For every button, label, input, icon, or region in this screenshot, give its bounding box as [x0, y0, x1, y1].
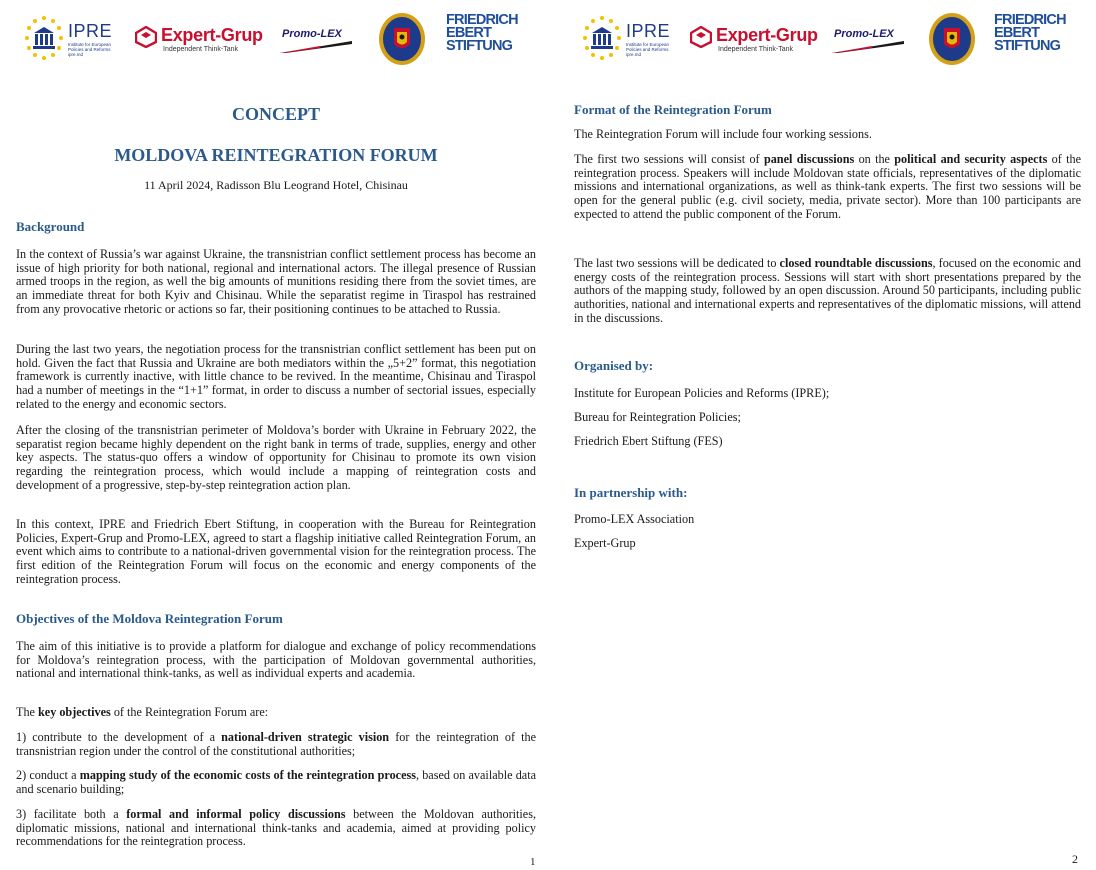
ipre-name: IPRE: [68, 21, 113, 41]
key-objectives-pre: The: [16, 705, 38, 719]
promo-lex-swoosh-icon: [280, 41, 352, 53]
fes-line-2: EBERT: [994, 25, 1040, 41]
partner-1: Promo-LEX Association: [574, 512, 695, 526]
background-paragraph-2: During the last two years, the negotiation process for the transnistrian conflict settlement has been put on hold. Given the fact that Russia and Ukraine are both mediators within the „5+2” format, this negotiation framework is currently inactive, with little chance to be revived. In the meantime, Chisinau and Tiraspol had a number of meetings in the “1+1” format, in order to discuss a number of sectorial issues, especially related to the energy and economic sectors.: [16, 342, 536, 411]
promo-lex-name: Promo-LEX: [282, 28, 342, 40]
expert-grup-subtitle: Independent Think-Tank: [718, 46, 793, 53]
ipre-name: IPRE: [626, 21, 671, 41]
organiser-1: Institute for European Policies and Reforms (IPRE);: [574, 386, 830, 400]
background-paragraph-1: In the context of Russia’s war against Ukraine, the transnistrian conflict settlement process has become an issue of high priority for both national, regional and international actors. The illegal presence of Russian armed troops in the region, as well the big amounts of munitions residing there from the soviet times, are an immediate threat for both Kyiv and Chisinau. While the separatist regime in Tiraspol has restrained from any provocative rhetoric or actions so far, their positioning continues to be attached to Russia.: [16, 247, 536, 316]
objective-1: [16, 731, 536, 758]
background-paragraph-4: In this context, IPRE and Friedrich Ebert Stiftung, in cooperation with the Bureau for Reintegration Policies, Expert-Grup and Promo-LEX, agreed to start a flagship initiative called Reintegration Forum, an event which aims to contribute to a national-driven governmental vision for the reintegration process. The first edition of the Reintegration Forum will focus on the economic and energy components of the reintegration process.: [16, 517, 536, 586]
objective-2: [16, 769, 536, 796]
format-p3-c: , focused on the economic and energy costs of the reintegration process. Sessions will start with short presentations prepared by the authors of the mapping study, followed by an open discussion. Around 50 participants, including public authorities, national and international experts and representatives of the diplomatic missions, will attend in the discussions.: [574, 256, 1082, 325]
objective-2-pre: 2) conduct a: [16, 768, 80, 782]
objective-2-bold: mapping study of the economic costs of the reintegration process: [79, 768, 416, 782]
ipre-subtitle: Institute for European Policies and Reforms ipre.md: [68, 42, 112, 57]
concept-title: CONCEPT: [231, 104, 320, 124]
objective-3-bold: formal and informal policy discussions: [126, 807, 346, 821]
objective-1-bold: national-driven strategic vision: [221, 730, 390, 744]
forum-title: MOLDOVA REINTEGRATION FORUM: [114, 145, 438, 165]
expert-grup-name: Expert-Grup: [716, 25, 818, 45]
organised-heading: Organised by:: [574, 358, 654, 373]
page-2: [558, 0, 1096, 870]
background-heading: Background: [16, 219, 85, 234]
moldova-seal-icon: [378, 12, 426, 66]
expert-grup-mark-icon: [690, 26, 712, 48]
page-number-2: 2: [1072, 852, 1078, 866]
fes-line-1: FRIEDRICH: [994, 12, 1066, 28]
ipre-emblem-icon: [22, 14, 66, 62]
fes-line-3: STIFTUNG: [994, 38, 1061, 54]
ipre-logo: [580, 12, 680, 68]
format-p3-bold: closed roundtable discussions: [779, 256, 933, 270]
format-p2-bold-1: panel discussions: [763, 152, 855, 166]
format-p2-d: of the reintegration process. Speakers will include Moldovan state officials, representatives of the diplomatic missions and international organizations, as well as think-tank experts. The first two sessions will be open for the general public (e.g. civil society, media, private sector). More than 100 participants are expected to attend the public component of the Forum.: [574, 152, 1082, 221]
format-p2-bold-2: political and security aspects: [894, 152, 1048, 166]
partnership-heading: In partnership with:: [574, 485, 688, 500]
page-number-1: 1: [530, 856, 536, 868]
fes-line-3: STIFTUNG: [446, 38, 513, 54]
objective-3-post: between the Moldovan authorities, diplomatic missions, national and international think-tanks and academia, aimed at providing policy recommendations for the reintegration process.: [16, 807, 537, 849]
key-objectives-post: of the Reintegration Forum are:: [110, 705, 269, 719]
format-p2-c: on the: [854, 152, 895, 166]
format-p3-a: The last two sessions will be dedicated to: [574, 256, 780, 270]
format-paragraph-2: [574, 153, 1081, 222]
organiser-2: Bureau for Reintegration Policies;: [574, 410, 741, 424]
promo-lex-name: Promo-LEX: [834, 28, 894, 40]
expert-grup-name: Expert-Grup: [161, 25, 263, 45]
format-paragraph-1: The Reintegration Forum will include four working sessions.: [574, 127, 872, 141]
promo-lex-logo: [832, 12, 912, 68]
format-paragraph-3: [574, 257, 1081, 326]
expert-grup-logo: [135, 12, 270, 68]
key-objectives-bold: key objectives: [38, 705, 111, 719]
objectives-paragraph: The aim of this initiative is to provide a platform for dialogue and exchange of policy recommendations for Moldova’s reintegration process, with the participation of Moldovan governmental authorities, national and international think-tanks, as well as individual experts and academia.: [16, 639, 536, 681]
objective-1-post: for the reintegration of the transnistrian region under the control of the constitutional authorities;: [16, 730, 537, 758]
ipre-logo: [22, 12, 122, 68]
objective-2-post: , based on available data and scenario building;: [16, 768, 536, 796]
organiser-3: Friedrich Ebert Stiftung (FES): [574, 434, 723, 448]
government-seal-logo: [378, 12, 426, 68]
promo-lex-logo: [280, 12, 360, 68]
fes-logo: [446, 12, 526, 68]
objectives-heading: Objectives of the Moldova Reintegration Forum: [16, 611, 283, 626]
expert-grup-subtitle: Independent Think-Tank: [163, 46, 238, 53]
expert-grup-mark-icon: [135, 26, 157, 48]
key-objectives-intro: [16, 706, 536, 720]
ipre-emblem-icon: [580, 14, 624, 62]
fes-line-2: EBERT: [446, 25, 492, 41]
fes-line-1: FRIEDRICH: [446, 12, 518, 28]
promo-lex-swoosh-icon: [832, 41, 904, 53]
background-paragraph-3: After the closing of the transnistrian perimeter of Moldova’s border with Ukraine in February 2022, the separatist region became highly dependent on the right bank in terms of trade, supplies, energy and other key aspects. The status-quo offers a window of opportunity for Chisinau to promote its own vision regarding the reintegration process, which would include a mapping of reintegration costs and development of a progressive, step-by-step reintegration action plan.: [16, 423, 536, 492]
ipre-subtitle: Institute for European Policies and Reforms ipre.md: [626, 42, 670, 57]
format-p2-a: The first two sessions will consist of: [574, 152, 764, 166]
objective-3: [16, 808, 536, 849]
objective-3-pre: 3) facilitate both a: [16, 807, 127, 821]
objective-1-pre: 1) contribute to the development of a: [16, 730, 222, 744]
moldova-seal-icon: [928, 12, 976, 66]
partner-2: Expert-Grup: [574, 536, 636, 550]
date-line: 11 April 2024, Radisson Blu Leogrand Hotel, Chisinau: [144, 178, 408, 192]
fes-logo: [994, 12, 1074, 68]
format-heading: Format of the Reintegration Forum: [574, 102, 772, 117]
expert-grup-logo: [690, 12, 825, 68]
government-seal-logo: [928, 12, 976, 68]
